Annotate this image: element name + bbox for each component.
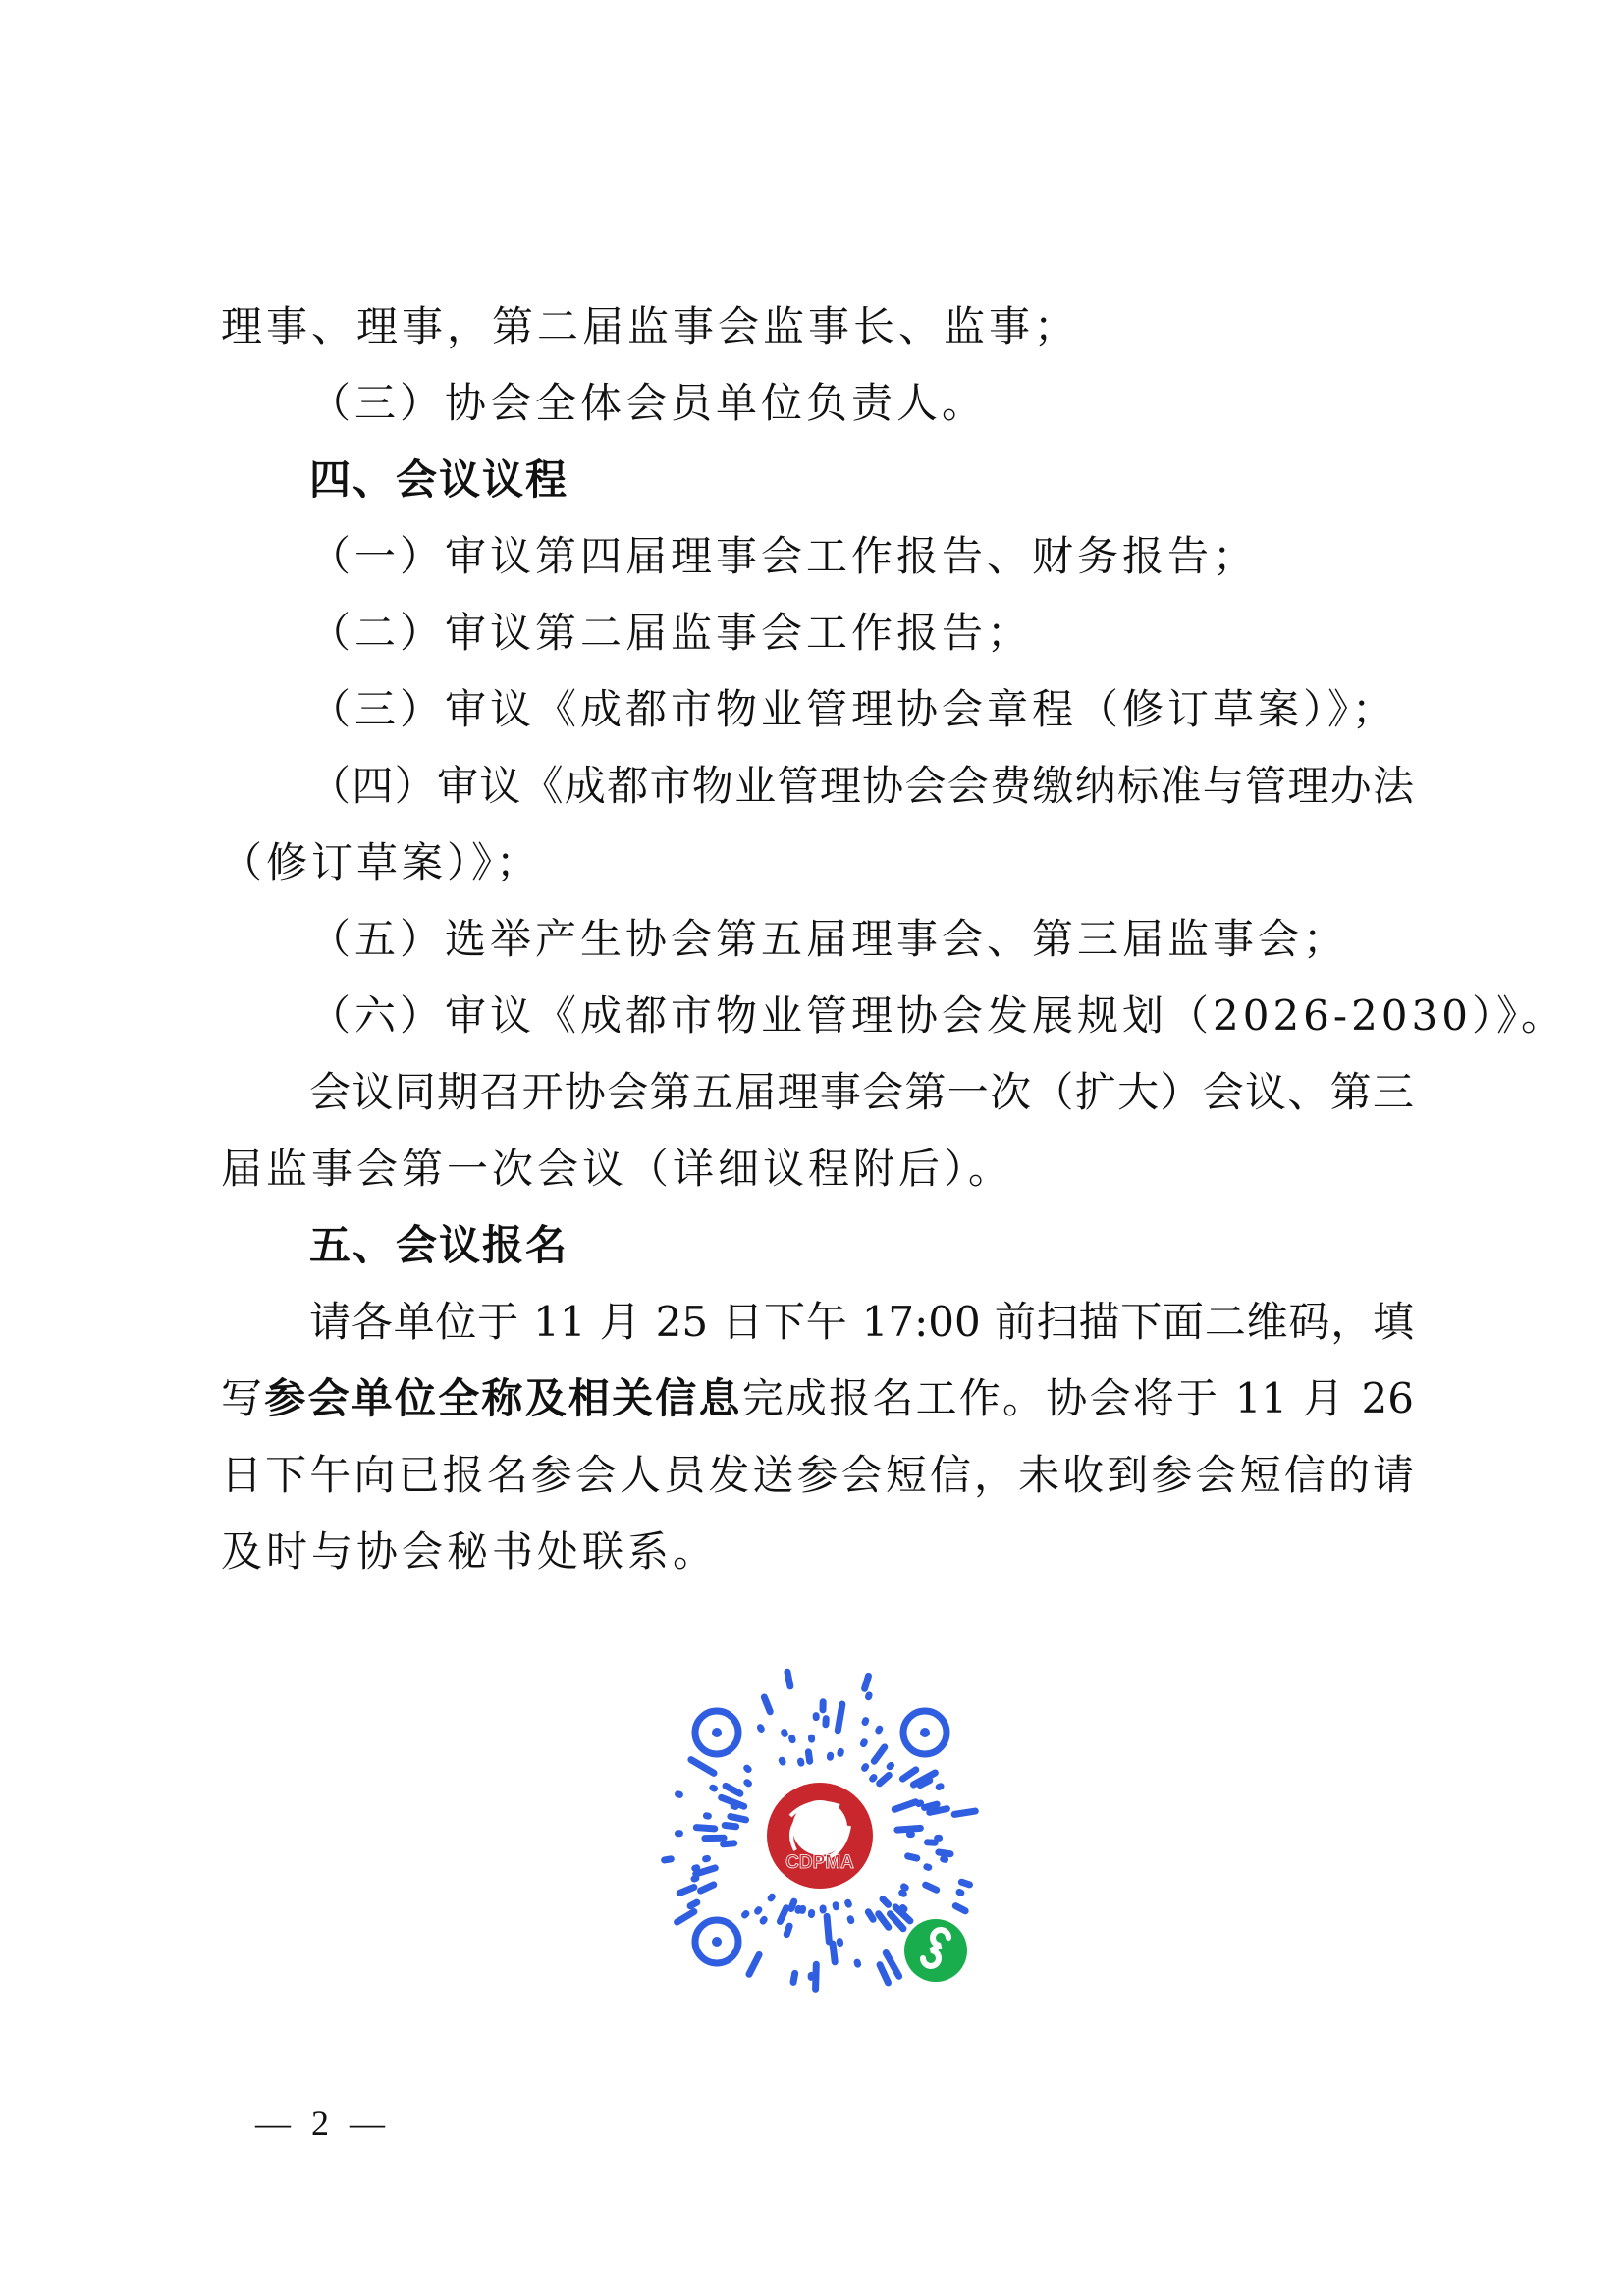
qr-dash — [793, 1973, 795, 1982]
qr-dash — [902, 1770, 915, 1779]
qr-dash — [954, 1811, 975, 1814]
qr-dash — [959, 1892, 961, 1893]
text-line: 届监事会第一次会议（详细议程附后）。 — [221, 1145, 1014, 1193]
qr-dash — [897, 1828, 921, 1830]
qr-dash — [786, 1926, 789, 1935]
qr-dash — [939, 1787, 941, 1788]
qr-dash — [747, 1783, 749, 1784]
qr-dash — [902, 1893, 904, 1894]
qr-dash — [886, 1953, 898, 1977]
document-body — [221, 289, 1566, 1590]
qr-dash — [868, 1912, 873, 1920]
qr-dash — [694, 1878, 696, 1879]
qr-dash — [883, 1899, 889, 1905]
qr-dash — [919, 1803, 921, 1804]
qr-dash — [939, 1852, 950, 1854]
qr-dash — [808, 1752, 809, 1761]
qr-finder-icon — [695, 1711, 738, 1754]
qr-finder-icon — [903, 1711, 947, 1754]
agenda-item: （二）审议第二届监事会工作报告； — [309, 609, 1033, 657]
qr-dash — [678, 1794, 680, 1795]
qr-dash — [764, 1697, 770, 1712]
text-line: （三）协会全体会员单位负责人。 — [309, 379, 988, 427]
qr-dash — [771, 1896, 772, 1898]
qr-dash — [865, 1676, 869, 1688]
qr-dash — [816, 1964, 817, 1989]
qr-dash — [679, 1888, 694, 1894]
page-number: — 2 — — [255, 2104, 391, 2143]
qr-dash — [677, 1912, 694, 1922]
qr-dash — [848, 1902, 849, 1904]
text-line: 请各单位于 11 月 25 日下午 17:00 前扫描下面二维码，填 — [309, 1298, 1414, 1346]
registration-qr-code — [643, 1659, 997, 2012]
qr-dash — [833, 1944, 835, 1962]
qr-dash — [961, 1882, 969, 1885]
qr-dash — [863, 1742, 864, 1744]
section-heading-agenda: 四、会议议程 — [309, 455, 569, 504]
agenda-item: （三）审议《成都市物业管理协会章程（修订草案）》； — [309, 685, 1398, 733]
qr-dash — [787, 1672, 790, 1686]
qr-dash — [874, 1747, 884, 1761]
qr-dash — [868, 1695, 869, 1697]
qr-dash — [749, 1954, 759, 1974]
qr-dash — [865, 1721, 866, 1723]
qr-dash — [904, 1887, 906, 1888]
qr-dash — [879, 1914, 889, 1928]
qr-dash — [691, 1760, 714, 1774]
qr-dash — [760, 1728, 761, 1730]
text-line: 日下午向已报名参会人员发送参会短信，未收到参会短信的请 — [221, 1451, 1414, 1499]
qr-dash — [791, 1901, 794, 1908]
qr-dash — [838, 1704, 842, 1731]
association-logo — [767, 1783, 873, 1889]
qr-dash — [865, 1767, 866, 1769]
text-line: 及时与协会秘书处联系。 — [221, 1527, 719, 1575]
qr-dash — [701, 1885, 714, 1891]
qr-dash — [880, 1965, 888, 1983]
qr-code-graphic — [643, 1659, 997, 2012]
qr-dash — [722, 1797, 744, 1806]
qr-dash — [955, 1906, 965, 1911]
qr-dash — [758, 1910, 759, 1912]
qr-dash — [857, 1962, 858, 1964]
qr-dash — [695, 1868, 697, 1869]
qr-dash — [850, 1919, 851, 1921]
qr-dash — [726, 1786, 740, 1793]
qr-dash — [747, 1768, 748, 1769]
qr-dash — [780, 1908, 785, 1922]
qr-dash — [930, 1809, 947, 1813]
qr-finder-icon — [695, 1920, 738, 1963]
logo-text: CDPMA — [785, 1852, 854, 1873]
qr-dash — [745, 1913, 746, 1914]
qr-dash — [920, 1781, 930, 1786]
qr-dash — [763, 1919, 764, 1921]
text-line: 理事、理事，第二届监事会监事长、监事； — [221, 302, 1080, 350]
text-segment: 完成报名工作。协会将于 11 月 26 — [741, 1374, 1414, 1422]
qr-dash — [873, 1778, 874, 1779]
agenda-item: （一）审议第四届理事会工作报告、财务报告； — [309, 532, 1259, 580]
agenda-item: （五）选举产生协会第五届理事会、第三届监事会； — [309, 915, 1349, 963]
qr-dash — [925, 1804, 938, 1807]
qr-dash — [690, 1902, 697, 1906]
agenda-item: （六）审议《成都市物业管理协会发展规划（2026-2030）》。 — [309, 991, 1566, 1040]
qr-dash — [880, 1775, 890, 1783]
text-line: 会议同期召开协会第五届理事会第一次（扩大）会议、第三 — [309, 1068, 1414, 1116]
agenda-item-continued: （修订草案）》； — [221, 838, 542, 886]
qr-dash — [890, 1765, 891, 1766]
qr-dash — [665, 1859, 672, 1860]
section-heading-registration: 五、会议报名 — [309, 1221, 569, 1269]
qr-dash — [725, 1825, 735, 1826]
qr-dash — [782, 1760, 783, 1762]
text-segment: 写 — [221, 1374, 265, 1422]
qr-dash — [724, 1843, 734, 1844]
mini-program-badge-icon — [904, 1919, 967, 1982]
bold-emphasis: 参会单位全称及相关信息 — [264, 1374, 742, 1422]
qr-dash — [894, 1802, 915, 1810]
qr-dash — [713, 1788, 715, 1789]
qr-dash — [903, 1908, 905, 1909]
text-line — [221, 1361, 1414, 1437]
qr-dash — [827, 1916, 829, 1942]
qr-dash — [696, 1828, 714, 1829]
qr-dash — [798, 1908, 799, 1910]
qr-dash — [926, 1885, 937, 1890]
qr-dash — [731, 1817, 746, 1820]
qr-dash — [879, 1729, 880, 1731]
qr-dash — [908, 1856, 917, 1858]
qr-dash — [927, 1867, 929, 1868]
qr-dash — [792, 1738, 793, 1740]
agenda-item: （四）审议《成都市物业管理协会会费缴纳标准与管理办法 — [309, 762, 1414, 810]
